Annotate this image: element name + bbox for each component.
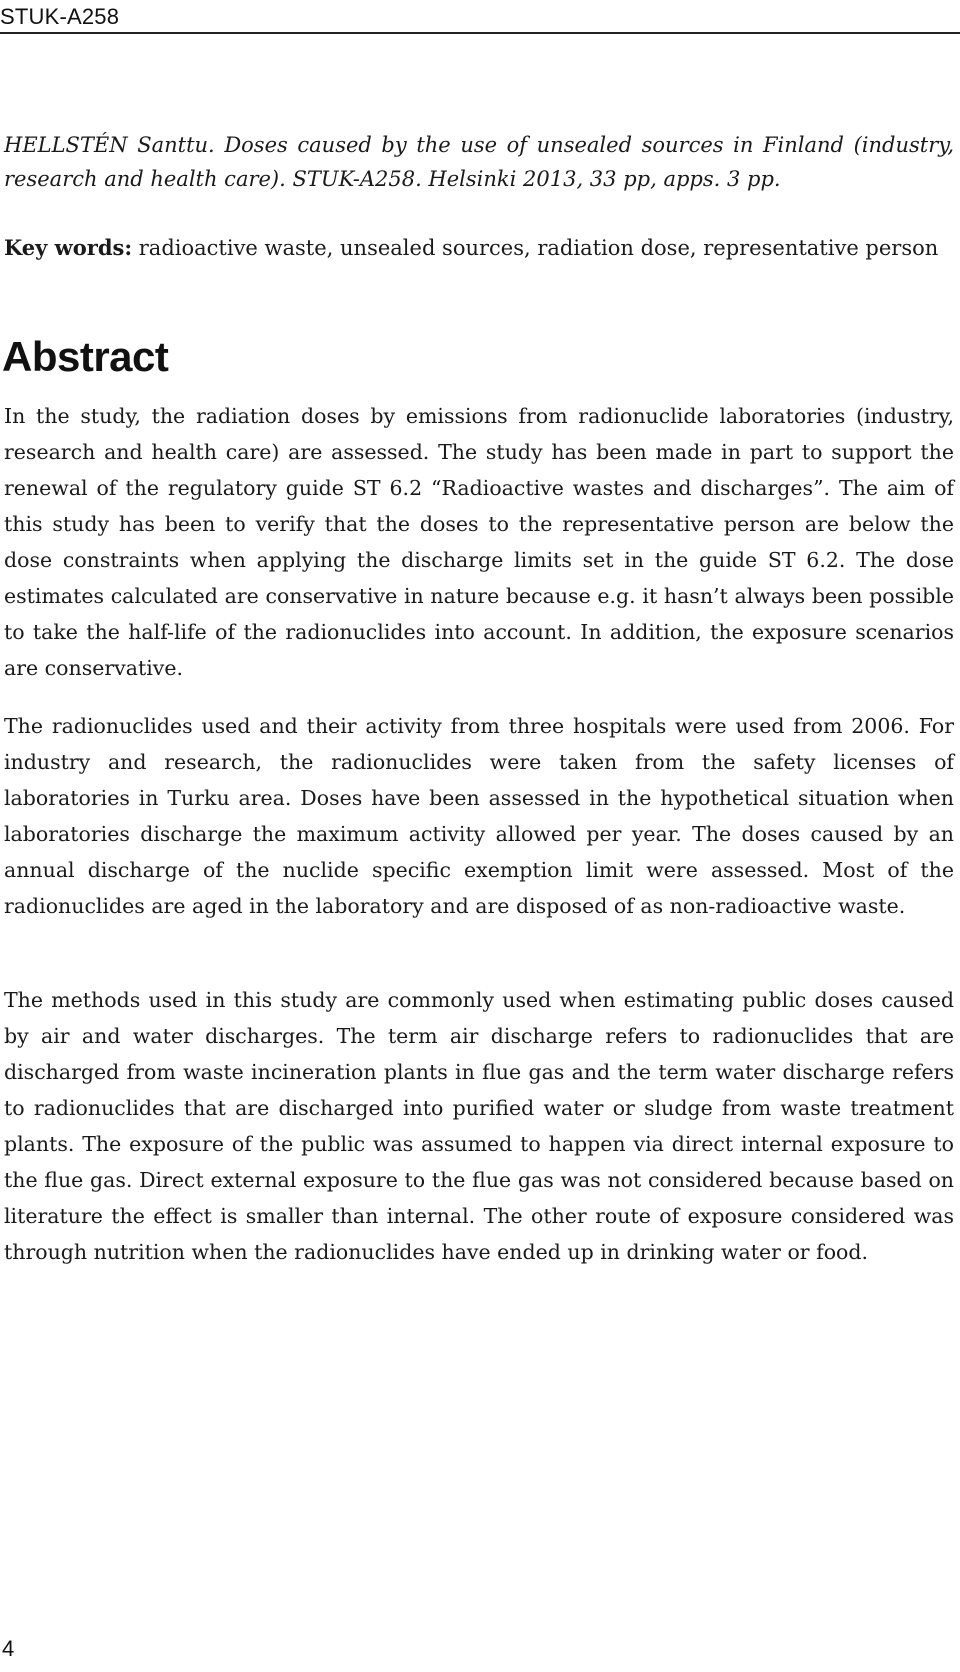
citation: HELLSTÉN Santtu. Doses caused by the use of unsealed sources in Finland (industry, research and health care). STUK-A258. Helsinki 2013, 33 pp, apps. 3 pp. xyxy=(4,133,954,191)
abstract-heading: Abstract xyxy=(2,333,169,380)
page-number: 4 xyxy=(2,1636,15,1661)
abstract-paragraph-2: The radionuclides used and their activity from three hospitals were used from 2006. For industry and research, the radionuclides were taken from the safety licenses of laboratories in Turku area. Doses have been assessed in the hypothetical situation when laboratories discharge the maximum activity allowed per year. The doses caused by an annual discharge of the nuclide specific exemption limit were assessed. Most of the radionuclides are aged in the laboratory and are disposed of as non-radioactive waste. xyxy=(4,714,954,918)
running-title: STUK-A258 xyxy=(0,4,120,29)
keywords-text: radioactive waste, unsealed sources, radiation dose, representative person xyxy=(138,236,939,260)
keywords xyxy=(4,230,954,266)
abstract-paragraph-1: In the study, the radiation doses by emissions from radionuclide laboratories (industry, research and health care) are assessed. The study has been made in part to support the renewal of the regulatory guide ST 6.2 “Radioactive wastes and discharges”. The aim of this study has been to verify that the doses to the representative person are below the dose constraints when applying the discharge limits set in the guide ST 6.2. The dose estimates calculated are conservative in nature because e.g. it hasn’t always been possible to take the half-life of the radionuclides into account. In addition, the exposure scenarios are conservative. xyxy=(4,404,954,680)
header-rule xyxy=(0,32,960,34)
keywords-label: Key words: xyxy=(4,235,133,260)
abstract-paragraph-3: The methods used in this study are commonly used when estimating public doses caused by air and water discharges. The term air discharge refers to radionuclides that are discharged from waste incineration plants in flue gas and the term water discharge refers to radionuclides that are discharged into purified water or sludge from waste treatment plants. The exposure of the public was assumed to happen via direct internal exposure to the flue gas. Direct external exposure to the flue gas was not considered because based on literature the effect is smaller than internal. The other route of exposure considered was through nutrition when the radionuclides have ended up in drinking water or food. xyxy=(4,988,954,1264)
